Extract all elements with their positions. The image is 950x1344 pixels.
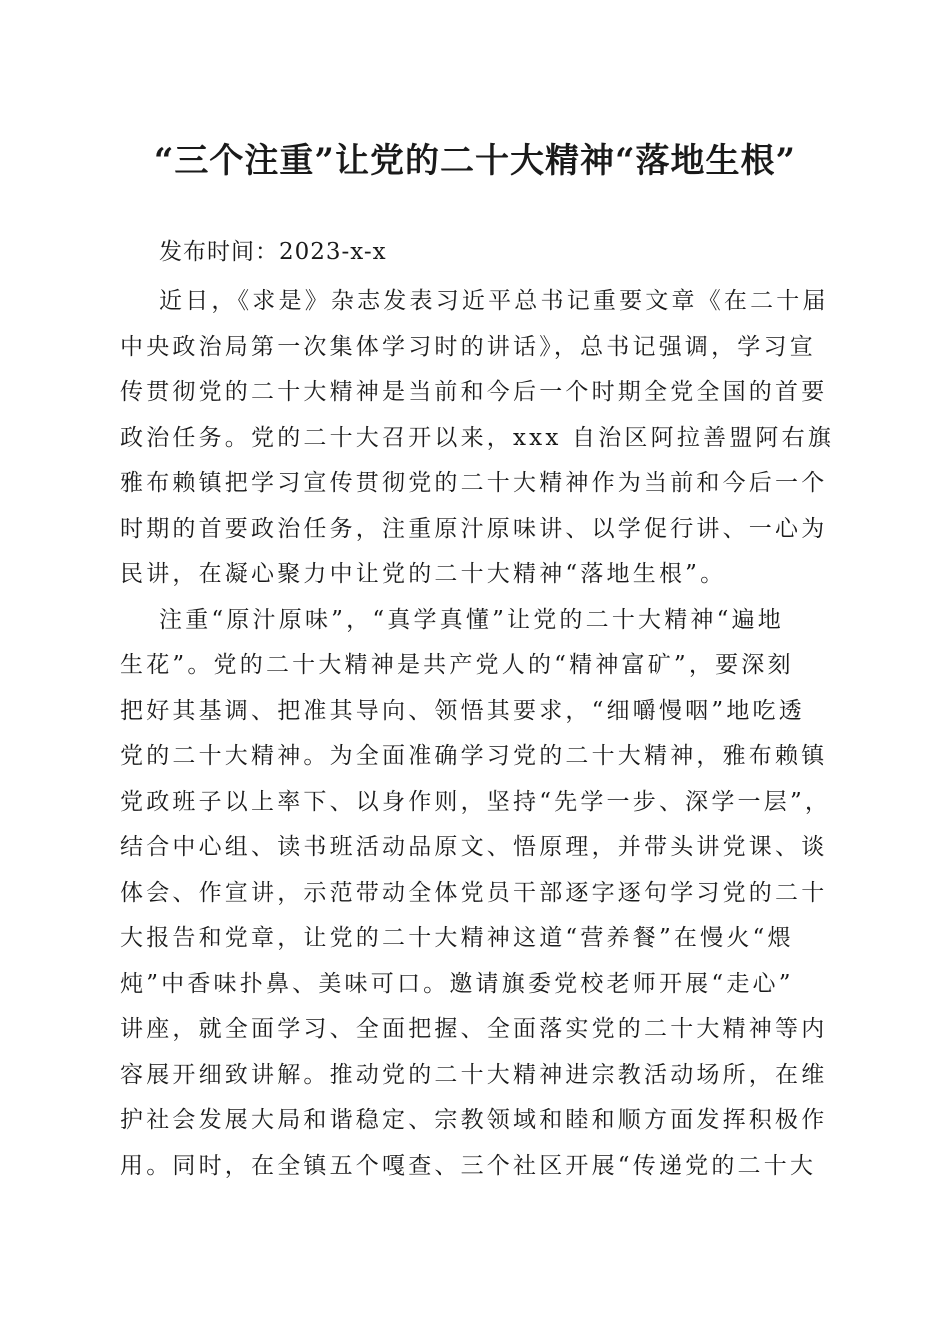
body-line: 时期的首要政治任务，注重原汁原味讲、以学促行讲、一心为 xyxy=(120,515,828,542)
body-line: 党的二十大精神。为全面准确学习党的二十大精神，雅布赖镇 xyxy=(120,743,828,769)
body-line: 中央政治局第一次集体学习时的讲话》，总书记强调，学习宣 xyxy=(120,333,816,360)
body-line: 护社会发展大局和谐稳定、宗教领域和睦和顺方面发挥积极作 xyxy=(120,1107,828,1133)
document-body xyxy=(120,279,840,1189)
body-line: 把好其基调、把准其导向、领悟其要求，“细嚼慢咽”地吃透 xyxy=(120,697,805,724)
body-line: 政治任务。党的二十大召开以来，xxx 自治区阿拉善盟阿右旗 xyxy=(120,424,835,451)
body-line: 近日，《求是》杂志发表习近平总书记重要文章《在二十届 xyxy=(159,288,829,314)
body-line: 雅布赖镇把学习宣传贯彻党的二十大精神作为当前和今后一个 xyxy=(120,470,828,496)
body-line: 民讲，在凝心聚力中让党的二十大精神“落地生根”。 xyxy=(120,561,727,587)
body-line: 讲座，就全面学习、全面把握、全面落实党的二十大精神等内 xyxy=(120,1016,828,1042)
body-line: 党政班子以上率下、以身作则，坚持“先学一步、深学一层”， xyxy=(120,788,832,815)
body-line: 炖”中香味扑鼻、美味可口。邀请旗委党校老师开展“走心” xyxy=(120,970,794,997)
body-line: 用。同时，在全镇五个嘎查、三个社区开展“传递党的二十大 xyxy=(120,1152,817,1179)
body-line: 传贯彻党的二十大精神是当前和今后一个时期全党全国的首要 xyxy=(120,379,828,405)
document-title: “三个注重”让党的二十大精神“落地生根” xyxy=(153,141,797,181)
body-line: 生花”。党的二十大精神是共产党人的“精神富矿”，要深刻 xyxy=(120,652,794,678)
body-line: 结合中心组、读书班活动品原文、悟原理，并带头讲党课、谈 xyxy=(120,834,828,860)
body-line: 大报告和党章，让党的二十大精神这道“营养餐”在慢火“煨 xyxy=(120,925,794,951)
body-line: 体会、作宣讲，示范带动全体党员干部逐字逐句学习党的二十 xyxy=(120,879,828,906)
publish-time: 发布时间：2023-x-x xyxy=(159,239,387,265)
body-line: 注重“原汁原味”，“真学真懂”让党的二十大精神“遍地 xyxy=(159,606,784,633)
body-line: 容展开细致讲解。推动党的二十大精神进宗教活动场所，在维 xyxy=(120,1061,828,1088)
